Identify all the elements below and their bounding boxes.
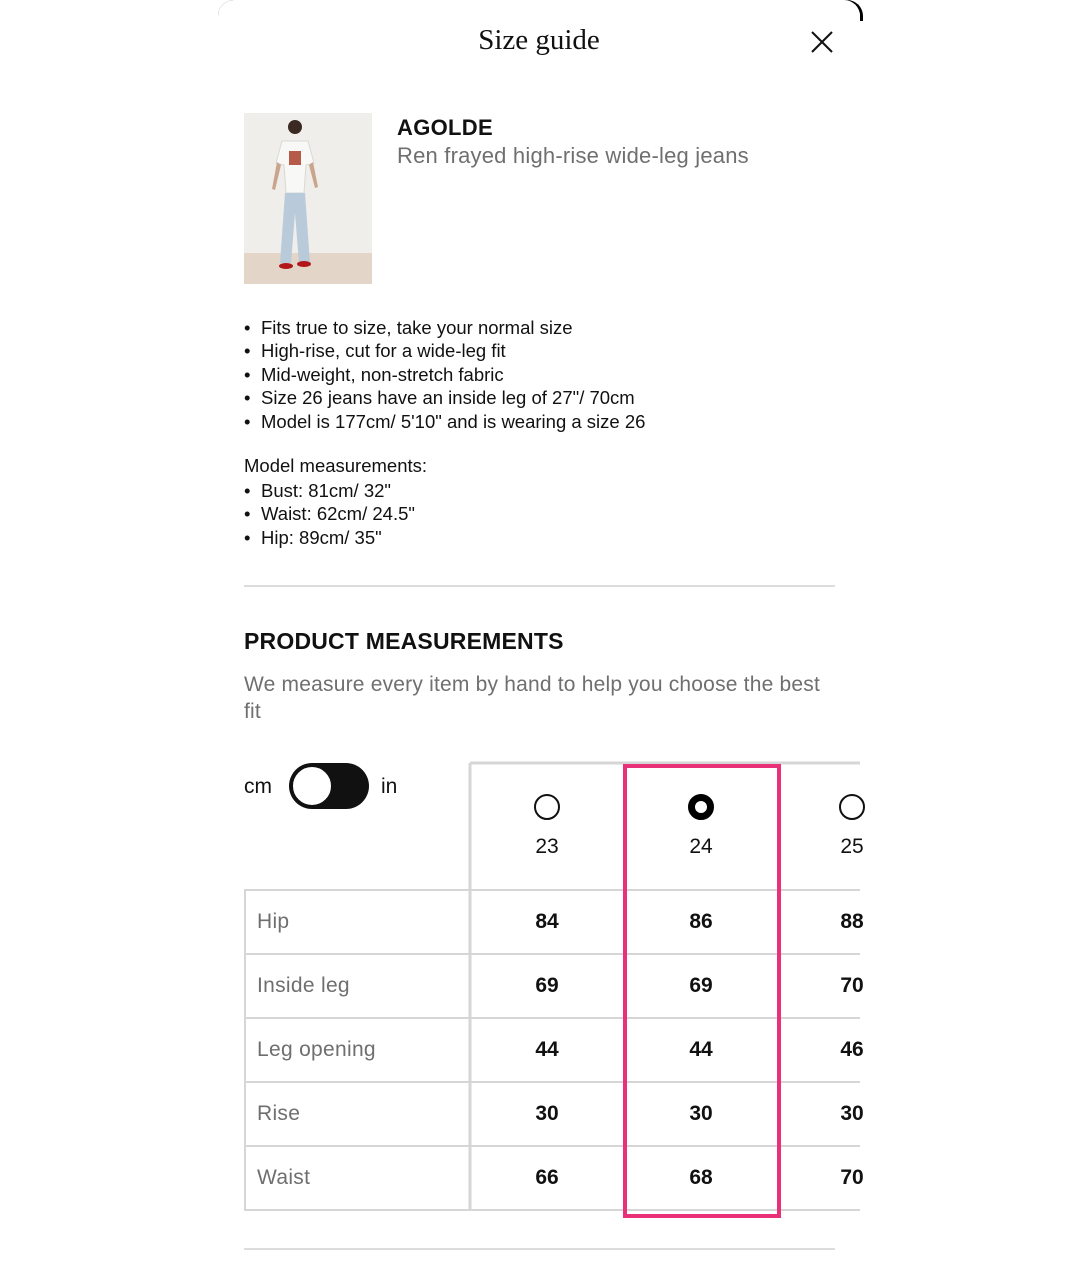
row-label: Leg opening <box>257 1038 376 1061</box>
size-option-24[interactable] <box>661 790 741 870</box>
section-title: PRODUCT MEASUREMENTS <box>244 628 564 654</box>
radio-button[interactable] <box>839 794 865 820</box>
list-item: • Waist: 62cm/ 24.5" <box>244 502 415 525</box>
section-description: We measure every item by hand to help you choose the best fit <box>244 673 821 723</box>
list-item: • Fits true to size, take your normal size <box>244 316 645 339</box>
selected-column-top-edge <box>623 764 781 767</box>
radio-button[interactable] <box>534 794 560 820</box>
list-item: • Mid-weight, non-stretch fabric <box>244 363 645 386</box>
table-cell: 70 <box>840 974 864 997</box>
table-cell: 86 <box>689 910 713 933</box>
table-cell: 44 <box>689 1038 713 1061</box>
row-label: Inside leg <box>257 974 350 997</box>
table-cell: 46 <box>840 1038 864 1061</box>
list-item: • High-rise, cut for a wide-leg fit <box>244 339 645 362</box>
list-item: • Bust: 81cm/ 32" <box>244 479 415 502</box>
unit-label-cm: cm <box>244 775 272 798</box>
table-cell: 44 <box>535 1038 559 1061</box>
page-title: Size guide <box>478 24 600 56</box>
radio-button-selected[interactable] <box>688 794 714 820</box>
table-cell: 66 <box>535 1166 559 1189</box>
product-name: Ren frayed high-rise wide-leg jeans <box>397 143 749 168</box>
list-item: • Model is 177cm/ 5'10" and is wearing a size 26 <box>244 410 645 433</box>
measurement-table-grid <box>218 0 860 1280</box>
product-brand: AGOLDE <box>397 115 493 140</box>
table-cell: 88 <box>840 910 864 933</box>
table-cell: 30 <box>840 1102 864 1125</box>
row-label: Hip <box>257 910 290 933</box>
row-label: Waist <box>257 1166 311 1189</box>
table-cell: 84 <box>535 910 559 933</box>
table-cell: 68 <box>689 1166 713 1189</box>
size-label: 25 <box>840 835 864 858</box>
divider <box>244 1248 835 1250</box>
size-label: 24 <box>689 835 713 858</box>
table-cell: 30 <box>535 1102 559 1125</box>
size-label: 23 <box>535 835 559 858</box>
size-option-25[interactable] <box>812 790 864 870</box>
list-item: • Hip: 89cm/ 35" <box>244 526 415 549</box>
list-item: • Size 26 jeans have an inside leg of 27"/ 70cm <box>244 386 645 409</box>
table-cell: 69 <box>535 974 559 997</box>
size-option-23[interactable] <box>507 790 587 870</box>
table-cell: 70 <box>840 1166 864 1189</box>
unit-label-in: in <box>381 775 398 798</box>
table-cell: 69 <box>689 974 713 997</box>
model-measurements-heading: Model measurements: <box>244 455 428 476</box>
table-cell: 30 <box>689 1102 713 1125</box>
size-guide-sheet <box>218 0 864 1280</box>
row-label: Rise <box>257 1102 301 1125</box>
